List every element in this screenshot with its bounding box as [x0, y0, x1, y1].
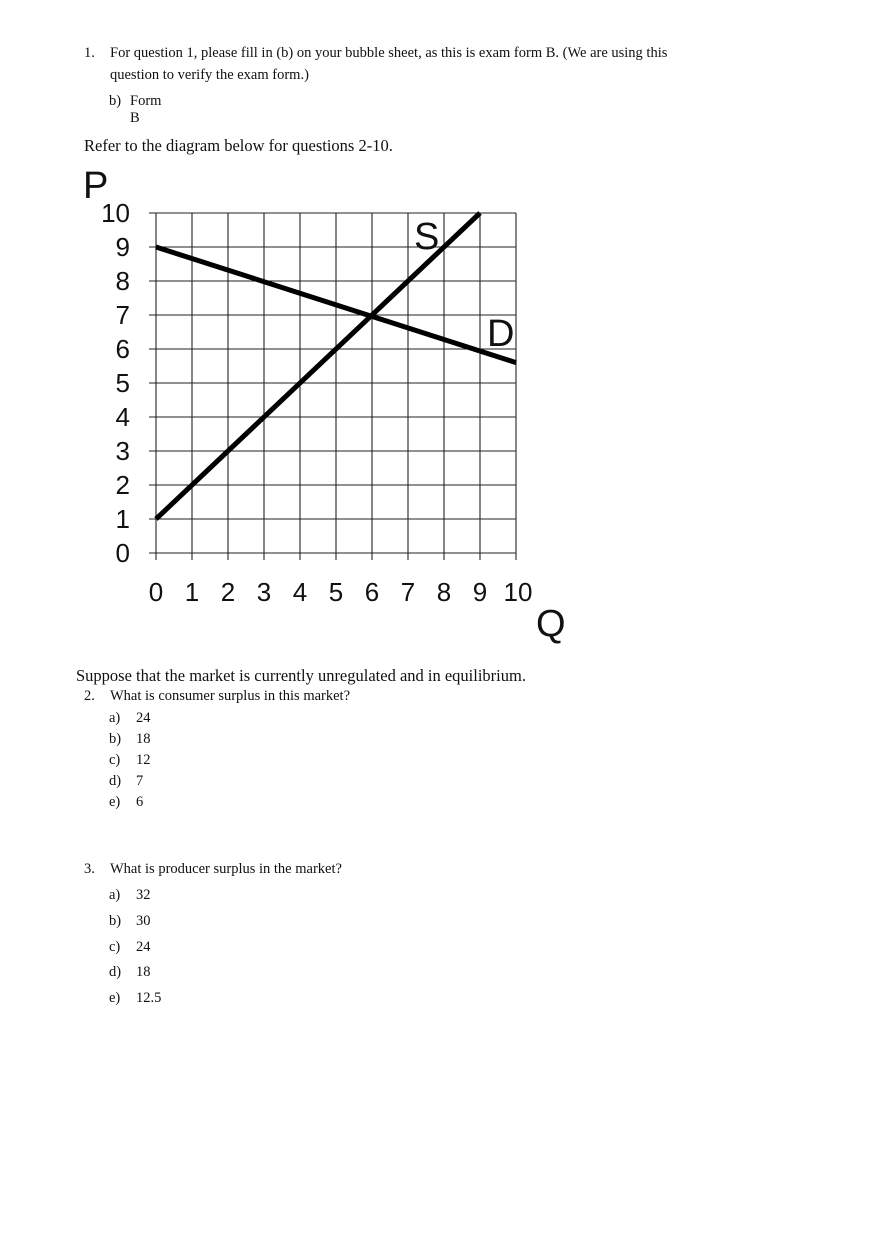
x-tick-label: 8	[436, 577, 452, 607]
q1-option-text: Form B	[130, 93, 162, 126]
q3-number: 3.	[84, 861, 95, 877]
y-tick-label: 5	[115, 368, 130, 398]
x-tick-label: 10	[503, 577, 533, 607]
q2-number: 2.	[84, 688, 95, 704]
series-line-s	[156, 213, 480, 519]
q3-option-letter: c)	[109, 939, 121, 955]
series-label-s: S	[414, 216, 440, 258]
q3-option-letter: a)	[109, 887, 121, 903]
x-tick-label: 7	[400, 577, 416, 607]
q2-option-letter: d)	[109, 773, 122, 789]
q2-text: What is consumer surplus in this market?	[110, 688, 351, 704]
y-tick-label: 4	[115, 402, 130, 432]
y-tick-label: 7	[115, 300, 130, 330]
x-tick-label: 4	[292, 577, 308, 607]
x-tick-label: 9	[472, 577, 488, 607]
x-tick-label: 0	[148, 577, 164, 607]
q2-option-value: 24	[136, 710, 151, 726]
q3-option-value: 18	[136, 964, 151, 980]
x-axis-label: Q	[536, 603, 566, 645]
q2-option-value: 6	[136, 794, 144, 810]
q2-option-letter: c)	[109, 752, 121, 768]
q2-option-letter: e)	[109, 794, 121, 810]
q2-option-value: 18	[136, 731, 151, 747]
x-tick-label: 2	[220, 577, 236, 607]
y-tick-label: 9	[115, 232, 130, 262]
y-tick-label: 6	[115, 334, 130, 364]
q3-option-letter: d)	[109, 964, 122, 980]
q3-option-value: 32	[136, 887, 151, 903]
q2-option-value: 12	[136, 752, 151, 768]
q3-option-value: 12.5	[136, 990, 162, 1006]
y-tick-label: 2	[115, 470, 130, 500]
q3-option-value: 30	[136, 913, 151, 929]
q2-option-value: 7	[136, 773, 144, 789]
x-tick-label: 3	[256, 577, 272, 607]
y-tick-label: 0	[115, 538, 130, 568]
q3-option-value: 24	[136, 939, 151, 955]
q2-option-letter: b)	[109, 731, 122, 747]
q3-option-letter: b)	[109, 913, 122, 929]
series-label-d: D	[487, 313, 515, 355]
x-tick-label: 1	[184, 577, 200, 607]
q1-number: 1.	[84, 45, 95, 61]
q1-text-line2: question to verify the exam form.)	[110, 67, 309, 83]
y-axis-label: P	[83, 165, 109, 207]
q1-text-line1: For question 1, please fill in (b) on your bubble sheet, as this is exam form B. (We are using this	[110, 45, 668, 61]
q3-text: What is producer surplus in the market?	[110, 861, 342, 877]
y-tick-label: 8	[115, 266, 130, 296]
y-tick-label: 3	[115, 436, 130, 466]
x-tick-label: 6	[364, 577, 380, 607]
q1-option-letter: b)	[109, 93, 122, 109]
x-tick-label: 5	[328, 577, 344, 607]
suppose-text: Suppose that the market is currently unregulated and in equilibrium.	[76, 666, 526, 685]
q3-option-letter: e)	[109, 990, 121, 1006]
refer-text: Refer to the diagram below for questions 2-10.	[84, 136, 393, 155]
q2-option-letter: a)	[109, 710, 121, 726]
y-tick-label: 10	[101, 198, 130, 228]
y-tick-label: 1	[115, 504, 130, 534]
